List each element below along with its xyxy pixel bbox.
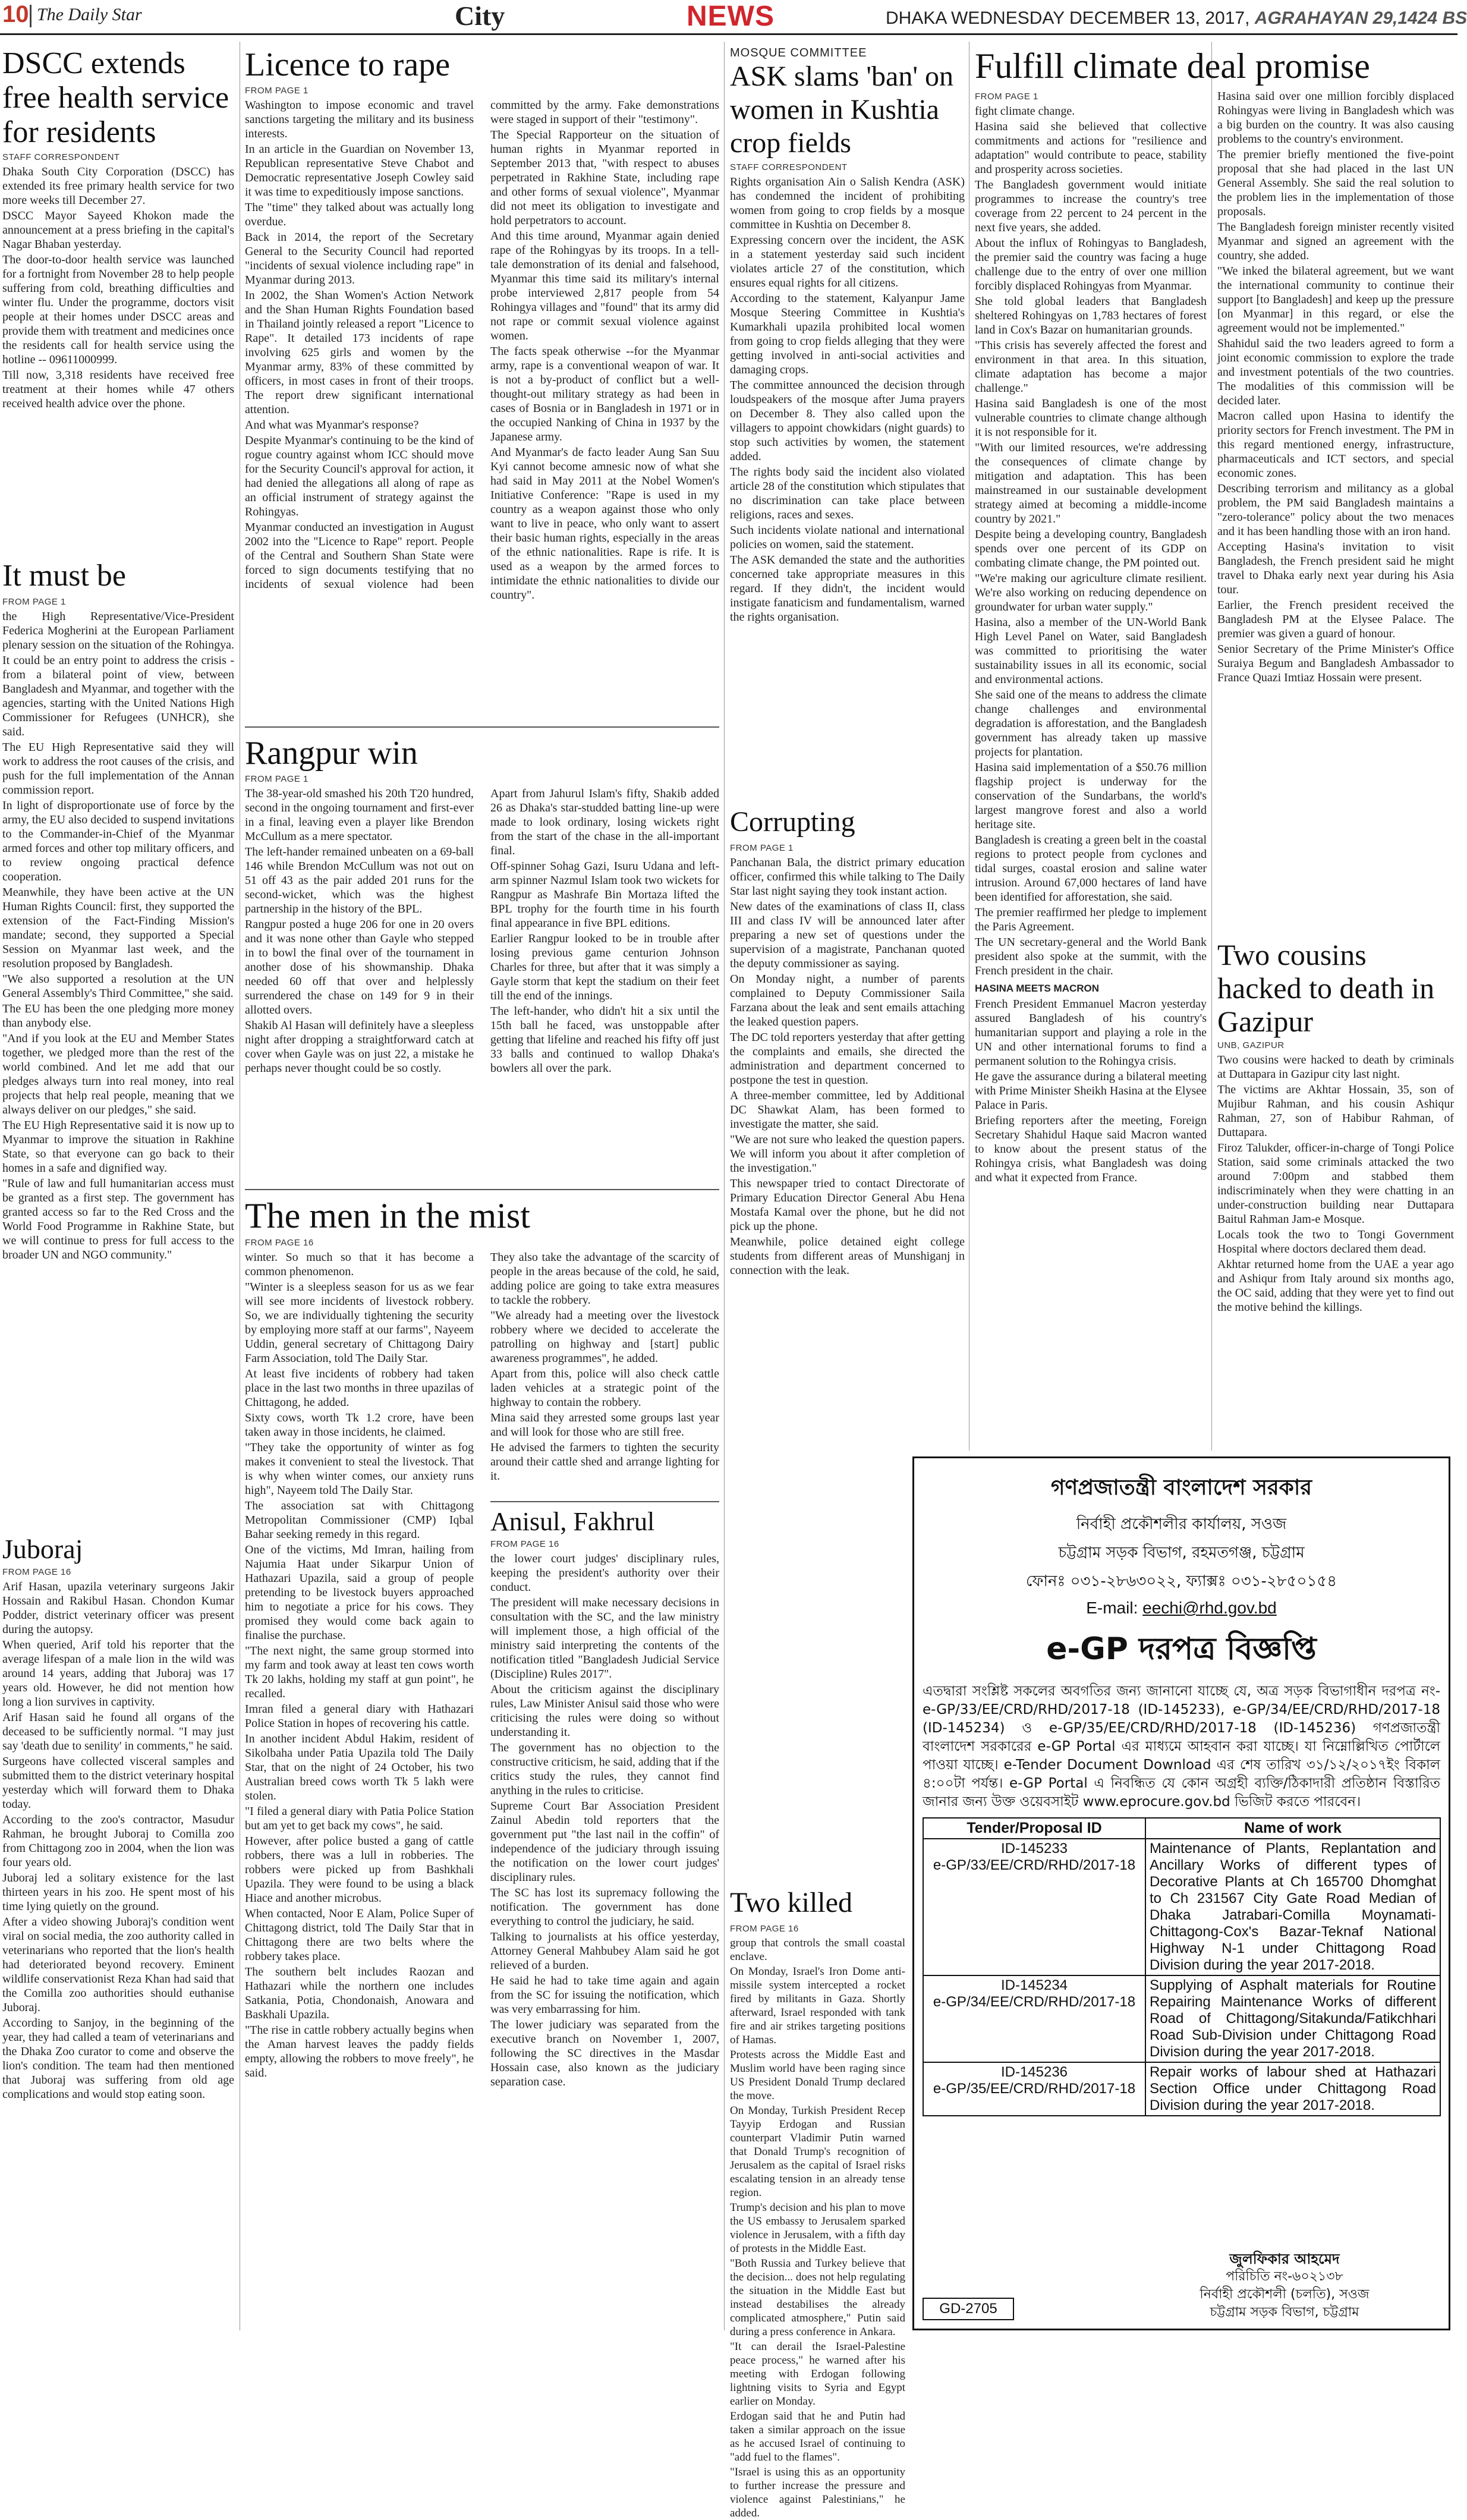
paragraph: He gave the assurance during a bilateral meeting with Prime Minister Sheikh Hasina at the Elysee Palace in Paris. (975, 1070, 1207, 1112)
headline: DSCC extends free health service for residents (2, 46, 229, 149)
paragraph: The EU High Representative said they will work to address the root causes of the crisis, and push for the full implementation of the Annan commission report. (2, 741, 234, 797)
paragraph: "This crisis has severely affected the forest and environment in that area. In this situation, climate adaptation has become a major challenge." (975, 339, 1207, 395)
paragraph: Trump's decision and his plan to move the US embassy to Jerusalem sparked violence in Jerusalem, with a fifth day of protests in the Middle East. (730, 2201, 905, 2255)
tender-ref: e-GP/34/EE/CRD/RHD/2017-18 (933, 1994, 1136, 2010)
paragraph: Apart from Jahurul Islam's fifty, Shakib added 26 as Dhaka's star-studded batting line-up were made to look ordinary, losing wickets right from the start of the chase in the all-important final. (490, 787, 719, 857)
article-men-in-the-mist (245, 1196, 719, 2332)
paragraph: The rights body said the incident also violated article 28 of the constitution which stipulates that no discrimination can take place between religions, races and sexes. (730, 465, 965, 521)
from-page: FROM PAGE 16 (245, 1238, 314, 1248)
paragraph: She told global leaders that Bangladesh sheltered Rohingyas on 1,783 hectares of forest land in Cox's Bazar on humanitarian grounds. (975, 295, 1207, 336)
headline: Fulfill climate deal promise (975, 46, 1370, 86)
paragraph: Shakib Al Hasan will definitely have a sleepless night after dropping a straightforward catch at cover when Gayle was on just 22, a mistake he perhaps never thought could be so costly. (245, 1019, 474, 1075)
paragraph: Earlier Rangpur looked to be in trouble after losing previous game centurion Johnson Charles for three, but after that it was simply a Gayle storm that kept the stadium on their feet till the end of the innings. (490, 932, 719, 1002)
paragraph: Meanwhile, police detained eight college students from different areas of Munshiganj in connection with the leak. (730, 1235, 965, 1277)
paragraph: Despite being a developing country, Bangladesh spends over one percent of its GDP on combating climate change, the PM pointed out. (975, 528, 1207, 570)
signatory-id: পরিচিতি নং-৬০২১৩৮ (1226, 2269, 1343, 2284)
tender-id: ID-145233 (1000, 1841, 1068, 1857)
ad-signature-block (1130, 2250, 1439, 2321)
paragraph: The EU High Representative said it is now up to Myanmar to improve the situation in Rakhine State, so that everyone can go back to their homes in a safe and dignified way. (2, 1119, 234, 1175)
paragraph: According to Sanjoy, in the beginning of the year, they had called a team of veterinarians and the Dhaka Zoo curator to come and observe the lion's condition. The team had then mentioned that Juboraj was suffering from old age complications and would stop eating soon. (2, 2016, 234, 2101)
paragraph: "Winter is a sleepless season for us as we fear will see more incidents of livestock robbery. So, we are individually tightening the security by employing more staff at our farms", Nayeem Uddin, general secretary of Chittagong Dairy Farm Association, told The Daily Star. (245, 1281, 474, 1365)
tender-work: Repair works of labour shed at Hathazari Section Office under Chittagong Road Division during the year 2017-2018. (1145, 2062, 1440, 2116)
climate-col-b (1217, 89, 1454, 921)
headline: Corrupting (730, 806, 855, 838)
signatory-title: নির্বাহী প্রকৌশলী (চলতি), সওজ (1200, 2287, 1370, 2302)
ad-gd-number: GD-2705 (923, 2298, 1014, 2320)
paragraph: "With our limited resources, we're addressing the consequences of climate change by mitigation and adaptation. This has been mainstreamed in our sustainable development strategy aimed at becoming a middle-income country by 2021." (975, 441, 1207, 526)
paragraph: The lower judiciary was separated from the executive branch on November 1, 2007, following the SC directives in the Masdar Hossain case, also known as the judiciary separation case. (490, 2018, 719, 2088)
paragraph: The Bangladesh foreign minister recently visited Myanmar and signed an agreement with the country, she added. (1217, 221, 1454, 262)
paragraph: According to the zoo's contractor, Masudur Rahman, he brought Juboraj to Comilla zoo from Chittagong zoo in 2004, when the lion was four years old. (2, 1813, 234, 1869)
tender-work: Supplying of Asphalt materials for Routine Repairing Maintenance Works of different Road of Chittagong/Sitakunda/Fatikchhari Road Sub-Division under Chittagong Road Division during the year 2017-2018. (1145, 1975, 1440, 2062)
article-body (490, 1552, 719, 2089)
paragraph: Hasina said she believed that collective commitments and actions for "resilience and adaptation" would contribute to peace, stability and prosperity across societies. (975, 120, 1207, 176)
subheading: HASINA MEETS MACRON (975, 983, 1100, 994)
tender-table (923, 1817, 1441, 2116)
paragraph: In an article in the Guardian on November 13, Republican representative Steve Chabot and Democratic representative Joseph Cowley said it was time to expeditiously impose sanctions. (245, 143, 474, 199)
paragraph: On Monday, Israel's Iron Dome anti-missile system intercepted a rocket fired by militants in Gaza. Shortly afterward, Israel responded with tank fire and air strikes targeting positions of Hamas. (730, 1965, 905, 2046)
paragraph: the lower court judges' disciplinary rules, keeping the president's authority over their conduct. (490, 1552, 719, 1594)
column-rule (1211, 42, 1212, 1451)
paragraph: Earlier, the French president received the Bangladesh PM at the Elysee Palace. The premier was given a guard of honour. (1217, 599, 1454, 640)
paragraph: Arif Hasan said he found all organs of the deceased to be sufficiently normal. "I may just say 'death due to senility' in comments," he said. (2, 1711, 234, 1753)
paragraph: group that controls the small coastal enclave. (730, 1937, 905, 1963)
byline: STAFF CORRESPONDENT (2, 152, 120, 162)
from-page: FROM PAGE 16 (490, 1539, 559, 1549)
paragraph: winter. So much so that it has become a common phenomenon. (245, 1251, 474, 1278)
section-name: City (455, 1, 505, 31)
headline: Two cousins hacked to death in Gazipur (1217, 938, 1435, 1038)
paragraph: The president will make necessary decisions in consultation with the SC, and the law ministry will implement those, a high official of the ministry said interpreting the contents of the notification titled "Bangladesh Judicial Service (Discipline) Rules 2017". (490, 1596, 719, 1681)
paragraph: The DC told reporters yesterday that after getting the complaints and emails, she directed the administration and department concerned to postpone the test in question. (730, 1031, 965, 1087)
tender-work: Maintenance of Plants, Replantation and Ancillary Works of different types of Decorative Plants at Ch 165700 Dhomghat to Ch 231567 City Gate Road Median of Dhaka Jatrabari-Comilla Moynamati-Chittagong-Cox's Bazar-Teknaf National Highway N-1 under Chittagong Road Division during the year 2017-2018. (1145, 1839, 1440, 1975)
paragraph: Hasina, also a member of the UN-World Bank High Level Panel on Water, said Bangladesh was committed to prioritising the water sustainability issues in all its economic, social and environmental actions. (975, 616, 1207, 686)
paragraph: Hasina said Bangladesh is one of the most vulnerable countries to climate change although it is not responsible for it. (975, 397, 1207, 439)
paragraph: Bangladesh is creating a green belt in the coastal regions to protect people from cyclones and tidal surges, coastal erosion and saline water intrusion. Around 67,000 hectares of land have been identified for afforestation, she said. (975, 833, 1207, 904)
paragraph: Protests across the Middle East and Muslim world have been raging since US President Donald Trump declared the move. (730, 2049, 905, 2102)
paragraph: Hasina said implementation of a $50.76 million flagship project is underway for the conservation of the Sundarbans, the world's largest mangrove forest and also a world heritage site. (975, 761, 1207, 831)
paragraph: Erdogan said that he and Putin had taken a similar approach on the issue as he accused Israel of continuing to "add fuel to the flames". (730, 2410, 905, 2464)
paragraph: Senior Secretary of the Prime Minister's Office Suraiya Begum and Bangladesh Ambassador to France Quazi Imtiaz Hossain were present. (1217, 643, 1454, 684)
headline: Licence to rape (245, 46, 451, 83)
article-body (245, 786, 719, 1077)
article-dscc (2, 46, 234, 412)
from-page: FROM PAGE 1 (730, 843, 794, 853)
paragraph: Off-spinner Sohag Gazi, Isuru Udana and left-arm spinner Nazmul Islam took two wickets for Rangpur as Mashrafe Bin Mortaza lifted the BPL trophy for the fourth time in his fourth final appearance in five BPL editions. (490, 860, 719, 930)
article-body (730, 1936, 905, 2520)
paragraph: She said one of the means to address the climate change challenges and environmental degradation is afforestation, and the Bangladesh government has already taken up massive projects for plantation. (975, 688, 1207, 759)
paragraph: Such incidents violate national and international policies on women, said the statement. (730, 524, 965, 551)
article-ask-slams (730, 46, 965, 801)
paragraph: Myanmar conducted an investigation in August 2002 into the "Licence to Rape" report. People of the Central and Southern Shan State were forced to sign documents testifying that no incidents of sexual violence had been committed by the army. Fake demonstrations were staged in support of their "testimony". (245, 99, 719, 591)
paragraph: the High Representative/Vice-President Federica Mogherini at the European Parliament plenary session on the situation of the Rohingya. (2, 610, 234, 652)
page-number: 10 (2, 1, 29, 27)
paragraph: Apart from this, police will also check cattle laden vehicles at a strategic point of the highway to contain the robbery. (490, 1367, 719, 1409)
tender-id: ID-145234 (1000, 1977, 1068, 1993)
headline: Juboraj (2, 1534, 83, 1564)
paragraph: A three-member committee, led by Additional DC Shawkat Alam, has been formed to investigate the matter, she said. (730, 1089, 965, 1131)
paragraph: Firoz Talukder, officer-in-charge of Tongi Police Station, said some criminals attacked the two around 7:00pm and stabbed them indiscriminately when they were chatting in an under-construction building near Duttapara Baitul Rahman Jam-e Mosque. (1217, 1141, 1454, 1226)
column-rule (724, 42, 725, 2330)
article-body (1217, 1053, 1454, 1314)
article-body (730, 855, 965, 1278)
paragraph: "Both Russia and Turkey believe that the decision... does not help regulating the situation in the Middle East but instead destabilises the already complicated atmosphere," Putin said during a press conference in Ankara. (730, 2257, 905, 2338)
paragraph: In light of disproportionate use of force by the army, the EU also decided to suspend invitations to the Commander-in-Chief of the Myanmar armed forces and other top military officers, and to review ongoing practical defence cooperation. (2, 799, 234, 883)
table-row (923, 1975, 1440, 2062)
paragraph: The victims are Akhtar Hossain, 35, son of Mujibur Rahman, and his cousin Ashiqur Rahman, 27, son of Habibur Rahman, of Duttapara. (1217, 1083, 1454, 1139)
paragraph: DSCC Mayor Sayeed Khokon made the announcement at a press briefing in the capital's Nagar Bhaban yesterday. (2, 209, 234, 251)
paragraph: The facts speak otherwise --for the Myanmar army, rape is a conventional weapon of war. It is not a by-product of conflict but a well-thought-out military strategy as had been in cases of Bosnia or in Bangladesh in 1971 or in the occupied Nanking of China in 1937 by the Japanese army. (490, 345, 719, 443)
paragraph: The 38-year-old smashed his 20th T20 hundred, second in the ongoing tournament and first-ever in a final, leaving even a player like Brendon McCullum as a mere spectator. (245, 787, 474, 843)
article-rangpur-win (245, 735, 719, 1187)
paragraph: At least five incidents of robbery had taken place in the last two months in three upazilas of Chittagong, he added. (245, 1367, 474, 1409)
paragraph: The committee announced the decision through loudspeakers of the mosque after Juma prayers on December 8. They also called upon the villagers to appoint chowkidars (night guards) to stop such activities by women, the statement added. (730, 379, 965, 463)
ad-phone: ফোনঃ ০৩১-২৮৬৩০২২, ফ্যাক্সঃ ০৩১-২৮৫০১৫৪ (1025, 1572, 1337, 1590)
paragraph: However, after police busted a gang of cattle robbers, there was a lull in robberies. The robbers were picked up from Bashkhali Upazila. They were found to be using a black Hiace and another microbus. (245, 1835, 474, 1905)
paragraph: Supreme Court Bar Association President Zainul Abedin told reporters that the government put "the last nail in the coffin" of independence of the judiciary through issuing the notification on the lower court judges' disciplinary rules. (490, 1799, 719, 1884)
headline: Rangpur win (245, 735, 418, 772)
dateline (886, 8, 1467, 29)
paragraph: They also take the advantage of the scarcity of people in the areas because of the cold, he said, adding police are going to take extra measures to tackle the robbery. (490, 1251, 719, 1307)
paragraph: The premier reaffirmed her pledge to implement the Paris Agreement. (975, 906, 1207, 933)
paragraph: French President Emmanuel Macron yesterday assured Bangladesh of his country's humanitarian support and playing a role in the UN and other international forums to find a permanent solution to the Rohingya crisis. (975, 998, 1207, 1068)
byline: UNB, GAZIPUR (1217, 1040, 1285, 1050)
paragraph: The UN secretary-general and the World Bank president also spoke at the summit, with the French president in the chair. (975, 936, 1207, 977)
paragraph: Akhtar returned home from the UAE a year ago and Ashiqur from Italy around six months ago, the OC said, adding that they were yet to find out the motive behind the killings. (1217, 1258, 1454, 1314)
ad-title: e-GP দরপত্র বিজ্ঞপ্তি (1046, 1631, 1317, 1667)
article-body (1217, 89, 1454, 685)
paragraph: About the influx of Rohingyas to Bangladesh, the premier said the country was facing a huge challenge due to the entry of over one million forcibly displaced Rohingyas from Myanmar. (975, 237, 1207, 292)
article-body (490, 1250, 719, 1483)
headline: The men in the mist (245, 1196, 530, 1235)
article-body (245, 1250, 474, 2090)
paper-logo: The Daily Star (37, 5, 142, 24)
article-two-cousins (1217, 938, 1454, 1449)
table-row (923, 2062, 1440, 2116)
climate-col-a (975, 89, 1207, 1451)
paragraph: Expressing concern over the incident, the ASK in a statement yesterday said such incident violates article 27 of the constitution, which ensures equal rights for all citizens. (730, 234, 965, 290)
paragraph: "The rise in cattle robbery actually begins when the Aman harvest leaves the paddy fields empty, allowing the robbers to move freely", he said. (245, 2024, 474, 2079)
paragraph: One of the victims, Md Imran, hailing from Najumia Haat under Sikarpur Union of Hathazari Upazila, said a group of people pretending to be livestock buyers approached him to negotiate a price for his cows. They promised they would come back again to finalise the purchase. (245, 1543, 474, 1642)
article-juboraj (2, 1534, 234, 2103)
paragraph: When contacted, Noor E Alam, Police Super of Chittagong district, told The Daily Star that in Chittagong there are two belts where the robbery takes place. (245, 1907, 474, 1963)
paragraph: Back in 2014, the report of the Secretary General to the Security Council had reported "incidents of sexual violence including rape" in Myanmar during 2013. (245, 231, 474, 287)
paragraph: "And if you look at the EU and Member States together, we pledged more than the rest of the world combined. And let me add that our pledges always turn into real money, into real projects that help real people, meaning that we always deliver on our pledges," she said. (2, 1032, 234, 1116)
paragraph: The premier briefly mentioned the five-point proposal that she had placed in the last UN General Assembly. She said the real solution to the problem lies in the implementation of those proposals. (1217, 148, 1454, 218)
paragraph: Despite Myanmar's continuing to be the kind of rogue country against whom ICC should move for the Security Council's approval for action, it had denied the allegations all along of rape as an official instrument of strategy against the Rohingyas. (245, 434, 474, 518)
paragraph: Mina said they arrested some groups last year and will look for those who are still free. (490, 1411, 719, 1439)
paragraph: The Special Rapporteur on the situation of human rights in Myanmar reported in September 2013 that, "with respect to abuses perpetrated in Rakhine State, including rape and other forms of sexual violence", Myanmar did not meet its obligation to investigate and hold perpetrators to account. (490, 128, 719, 227)
page-header (0, 0, 1467, 35)
dateline-bangla: AGRAHAYAN 29,1424 BS (1254, 8, 1467, 28)
paragraph: Meanwhile, they have been active at the UN Human Rights Council: first, they supported the extension of the Fact-Finding Mission's mandate; second, they supported a Special Session on Myanmar last week, and the resolution proposed by Bangladesh. (2, 886, 234, 970)
paragraph: The door-to-door health service was launched for a fortnight from November 28 to help people suffering from cold, breathing difficulties and winter flu. Under the programme, doctors visit people at their homes under DSCC areas and provide them with treatment and medicines once the residents call for health service using the hotline -- 09611000999. (2, 253, 234, 366)
article-body (245, 98, 719, 602)
article-it-must-be (2, 558, 234, 1263)
paragraph: Macron called upon Hasina to identify the priority sectors for French investment. The PM in this regard mentioned energy, infrastructure, pharmaceuticals and ICT sectors, and special economic zones. (1217, 410, 1454, 480)
dateline-english: DHAKA WEDNESDAY DECEMBER 13, 2017, (886, 8, 1250, 28)
table-header-row (923, 1818, 1440, 1839)
ad-email-link[interactable]: eechi@rhd.gov.bd (1142, 1599, 1277, 1617)
paragraph: "Rule of law and full humanitarian access must be granted as a first step. The government has granted access so far to the Red Cross and the World Food Programme in Rakhine State, but we will continue to press for full access to the broader UN and NGO community." (2, 1177, 234, 1261)
paragraph: "The next night, the same group stormed into my farm and took away at least ten cows worth Tk 20 lakhs, holding my staff at gun point", he recalled. (245, 1644, 474, 1700)
article-two-killed (730, 1885, 905, 2519)
headline: Two killed (730, 1887, 852, 1918)
paragraph: "It can derail the Israel-Palestine peace process," he warned after his meeting with Erdogan following lightning visits to Syria and Egypt earlier on Monday. (730, 2340, 905, 2408)
paragraph: In another incident Abdul Hakim, resident of Sikolbaha under Patia Upazila told The Daily Star, that on the night of 24 October, his two Australian breed cows worth Tk 5 lakh were stolen. (245, 1732, 474, 1802)
paragraph: fight climate change. (975, 105, 1075, 118)
paragraph: In 2002, the Shan Women's Action Network and the Shan Human Rights Foundation based in Thailand jointly released a report "Licence to Rape". It detailed 173 incidents of rape involving 625 girls and women by the Myanmar army, 83% of these committed by officers, in most cases in front of their troops. The report drew significant international attention. (245, 289, 474, 416)
paragraph: "We also supported a resolution at the UN General Assembly's Third Committee," she said. (2, 973, 234, 1000)
paragraph: Rights organisation Ain o Salish Kendra (ASK) has condemned the incident of prohibiting women from going to crop fields by a mosque committee in Kushtia on December 8. (730, 175, 965, 231)
paragraph: Briefing reporters after the meeting, Foreign Secretary Shahidul Haque said Macron wanted to know about the present status of the Rohingya crisis, what Bangladesh was doing and what it expected from France. (975, 1114, 1207, 1184)
article-body (730, 175, 965, 624)
section-divider (245, 726, 719, 728)
paragraph: According to the statement, Kalyanpur Jame Mosque Steering Committee in Kushtia's Kumarkhali upazila prohibited local women from going to crop fields alleging that they were getting involved in anti-social activities and damaging crops. (730, 292, 965, 376)
paragraph: The southern belt includes Raozan and Hathazari while the northern one includes Satkania, Potia, Chondonaish, Anowara and Baskhali Upazila. (245, 1965, 474, 2021)
headline: ASK slams 'ban' on women in Kushtia crop fields (730, 61, 953, 159)
article-body (975, 104, 1207, 1185)
paragraph: Locals took the two to Tongi Government Hospital where doctors declared them dead. (1217, 1228, 1454, 1256)
from-page: FROM PAGE 16 (730, 1924, 799, 1934)
paragraph: "We inked the bilateral agreement, but we want the international community to continue their support [to Bangladesh] and keep up the pressure [on Myanmar] in this regard, or else the agreement would not be implemented." (1217, 265, 1454, 335)
paragraph: Panchanan Bala, the district primary education officer, confirmed this while talking to The Daily Star last night saying they took instant action. (730, 856, 965, 898)
paragraph: Two cousins were hacked to death by criminals at Duttapara in Gazipur city last night. (1217, 1053, 1454, 1081)
from-page: FROM PAGE 1 (975, 92, 1038, 102)
paragraph: On Monday, Turkish President Recep Tayyip Erdogan and Russian counterpart Vladimir Putin warned that Donald Trump's recognition of Jerusalem as the capital of Israel risks escalating tension in an already tense region. (730, 2104, 905, 2199)
paragraph: Hasina said over one million forcibly displaced Rohingyas were living in Bangladesh which was a big burden on the country. It was also causing problems to the country's environment. (1217, 90, 1454, 146)
kicker: MOSQUE COMMITTEE (730, 46, 867, 59)
paragraph: Surgeons have collected visceral samples and submitted them to the district veterinary hospital yesterday which will forward them to Dhaka today. (2, 1755, 234, 1811)
article-body (2, 165, 234, 411)
paragraph: "We already had a meeting over the livestock robbery where we decided to accelerate the patrolling on highway and [start] public awareness programmes", he added. (490, 1309, 719, 1365)
table-row (923, 1839, 1440, 1975)
ad-govt-title: গণপ্রজাতন্ত্রী বাংলাদেশ সরকার (1050, 1475, 1312, 1500)
paragraph: Shahidul said the two leaders agreed to form a joint economic commission to explore the trade and investment potentials of the two countries. The modalities of this commission will be decided later. (1217, 337, 1454, 407)
tender-ref: e-GP/35/EE/CRD/RHD/2017-18 (933, 2081, 1136, 2097)
headline: Anisul, Fakhrul (490, 1507, 655, 1536)
paragraph: On Monday night, a number of parents complained to Deputy Commissioner Saila Farzana about the leak and sent emails attaching the leaked question papers. (730, 973, 965, 1028)
article-anisul-fakhrul (490, 1501, 719, 2089)
article-climate-deal (975, 46, 1455, 86)
from-page: FROM PAGE 1 (245, 774, 308, 784)
paragraph: The left-hander remained unbeaten on a 69-ball 146 while Brendon McCullum was not out on 51 off 43 as the pair added 201 runs for the second-wicket, which was the highest partnership in the history of the BPL. (245, 845, 474, 915)
byline: STAFF CORRESPONDENT (730, 162, 848, 172)
paragraph: "They take the opportunity of winter as fog makes it convenient to steal the livestock. That is why when winter comes, our anxiety runs high", Nayeem told The Daily Star. (245, 1441, 474, 1497)
paragraph: The association sat with Chittagong Metropolitan Commissioner (CMP) Iqbal Bahar seeking remedy in this regard. (245, 1499, 474, 1541)
paragraph: Talking to journalists at his office yesterday, Attorney General Mahbubey Alam said he got relieved of a burden. (490, 1930, 719, 1972)
paragraph: Arif Hasan, upazila veterinary surgeons Jakir Hossain and Rakibul Hasan. Chondon Kumar Podder, district veterinary officer was present during the autopsy. (2, 1580, 234, 1636)
paragraph: Juboraj led a solitary existence for the last thirteen years in his zoo. He spent most of his time lying quietly on the ground. (2, 1871, 234, 1913)
paragraph: The ASK demanded the state and the authorities concerned take appropriate measures in this regard. If they didn't, the incident would instigate fanaticism and fundamentalism, warned the rights organisation. (730, 553, 965, 624)
paragraph: Accepting Hasina's invitation to visit Bangladesh, the French president said he might travel to Dhaka early next year during his Asia tour. (1217, 540, 1454, 596)
news-label: NEWS (687, 1, 775, 32)
egp-tender-advertisement (912, 1456, 1450, 2330)
headline: It must be (2, 559, 126, 593)
ad-email-label: E-mail: (1086, 1599, 1138, 1617)
paragraph: "We are not sure who leaked the question papers. We will inform you about it after completion of the investigation." (730, 1133, 965, 1175)
col-tender-id: Tender/Proposal ID (923, 1818, 1145, 1839)
paragraph: "We're making our agriculture climate resilient. We're also working on reducing dependence on groundwater for urban water supply." (975, 572, 1207, 614)
paragraph: After a video showing Juboraj's condition went viral on social media, the zoo authority called in veterinarians who reported that the lion's health had deteriorated beyond recovery. Eminent wildlife conservationist Reza Khan had said that the Comilla zoo authorities should euthanise Juboraj. (2, 1915, 234, 2014)
paragraph: When queried, Arif told his reporter that the average lifespan of a male lion in the wild was around 14 years, adding that Juboraj was 17 years old. However, he did not mention how long a lion survives in captivity. (2, 1638, 234, 1709)
article-licence-to-rape (245, 46, 719, 772)
article-body (2, 1580, 234, 2101)
paragraph: Washington to impose economic and travel sanctions targeting the military and its business interests. (245, 99, 474, 140)
section-divider (245, 1189, 719, 1190)
paragraph: About the criticism against the disciplinary rules, Law Minister Anisul said those who were criticising the rules were doing so without understanding it. (490, 1683, 719, 1739)
paragraph: "Israel is using this as an opportunity to further increase the pressure and violence against Palestinians," he added. (730, 2466, 905, 2519)
signatory-name: জুলফিকার আহমেদ (1229, 2251, 1340, 2267)
tender-id: ID-145236 (1000, 2064, 1068, 2080)
ad-office: নির্বাহী প্রকৌশলীর কার্যালয়, সওজ (1076, 1515, 1287, 1533)
from-page: FROM PAGE 1 (2, 597, 66, 607)
tender-ref: e-GP/33/EE/CRD/RHD/2017-18 (933, 1857, 1136, 1873)
paragraph: Describing terrorism and militancy as a global problem, the PM said Bangladesh maintains a "zero-tolerance" policy about the two menaces and it has been handling those with an iron hand. (1217, 482, 1454, 538)
signatory-division: চট্টগ্রাম সড়ক বিভাগ, চট্টগ্রাম (1210, 2305, 1359, 2320)
article-body (2, 609, 234, 1262)
paragraph: Imran filed a general diary with Hathazari Police Station in hopes of recovering his cattle. (245, 1703, 474, 1730)
paragraph: Sixty cows, worth Tk 1.2 crore, have been taken away in those incidents, he claimed. (245, 1411, 474, 1439)
paragraph: This newspaper tried to contact Directorate of Primary Education Director General Abu Hena Mostafa Kamal over the phone, but he did not pick up the phone. (730, 1177, 965, 1233)
paragraph: He advised the farmers to tighten the security around their cattle shed and arrange lighting for it. (490, 1441, 719, 1483)
paragraph: The EU has been the one pledging more money than anybody else. (2, 1002, 234, 1030)
paragraph: And Myanmar's de facto leader Aung San Suu Kyi cannot become amnesic now of what she had said in May 2011 at the Nobel Women's Initiative Conference: "Rape is used in my country as a weapon against those who only want to live in peace, who only want to assert their basic human rights, especially in the areas of the ethnic nationalities. Rape is rife. It is used as a weapon by the armed forces to intimidate the ethnic nationalities to divide our country". (490, 446, 719, 602)
ad-division: চট্টগ্রাম সড়ক বিভাগ, রহমতগঞ্জ, চট্টগ্রাম (1058, 1544, 1305, 1562)
paragraph: "I filed a general diary with Patia Police Station but am yet to get back my cows", he said. (245, 1805, 474, 1832)
paragraph: The Bangladesh government would initiate programmes to increase the country's tree coverage from 22 percent to 24 percent in the next five years, she added. (975, 178, 1207, 234)
paragraph: And this time around, Myanmar again denied rape of the Rohingyas by its troops. In a tell-tale demonstration of its denial and falsehood, Myanmar this time said its military's internal probe interviewed 2,817 people from 54 Rohingya villages and "found" that its army did not rape or commit sexual violence against women. (490, 229, 719, 342)
from-page: FROM PAGE 1 (245, 86, 308, 96)
paragraph: New dates of the examinations of class II, class III and class IV will be announced later after preparing a new set of questions under the supervision of a magistrate, Panchanan quoted the deputy commissioner as saying. (730, 900, 965, 970)
header-separator (30, 5, 32, 27)
col-name-of-work: Name of work (1145, 1818, 1440, 1839)
paragraph: The left-hander, who didn't hit a six until the 15th ball he faced, was unstoppable after getting that lifeline and reached his fifty off just 33 balls and continued to wallop Dhaka's bowlers all over the park. (490, 1005, 719, 1075)
paragraph: Rangpur posted a huge 206 for one in 20 overs and it was none other than Gayle who stepped in to bowl the final over of the tournament in another dose of his showmanship. Dhaka needed 60 off that over and helplessly surrendered the chase on 149 for 9 in their allotted overs. (245, 918, 474, 1017)
ad-intro: এতদ্বারা সংশ্লিষ্ট সকলের অবগতির জন্য জানানো যাচ্ছে যে, অত্র সড়ক বিভাগাধীন দরপত্র নং-e-GP/33/EE/CRD/RHD/2017-18 (ID-145233), e-GP/34/EE/CRD/RHD/2017-18 (ID-145234) ও e-GP/35/EE/CRD/RHD/2017-18 (ID-145236) গণপ্রজাতন্ত্রী বাংলাদেশ সরকারের e-GP Portal এর মাধ্যমে আহবান করা যাচ্ছে। যা নিম্নোল্লিখিত পোর্টালে পাওয়া যাচ্ছে। e-Tender Document Download এর শেষ তারিখ ৩১/১২/২০১৭ইং বিকাল ৪:০০টা পর্যন্ত। e-GP Portal এ নিবন্ধিত যে কোন অগ্রহী ব্যক্তি/ঠিকাদারী প্রতিষ্ঠান বিস্তারিত জানার জন্য উক্ত ওয়েবসাইট www.eprocure.gov.bd ভিজিট করতে পারবেন। (923, 1684, 1440, 1810)
paragraph: It could be an entry point to address the crisis - from a bilateral point of view, between Bangladesh and Myanmar, and together with the agencies, starting with the United Nations High Commissioner for Refugees (UNHCR), she said. (2, 654, 234, 738)
ad-email-line (914, 1599, 1449, 1618)
paragraph: The government has no objection to the constructive criticism, he said, adding that if the critics study the rules, they cannot find anything in the rules to criticise. (490, 1741, 719, 1797)
from-page: FROM PAGE 16 (2, 1567, 71, 1577)
paragraph: Till now, 3,318 residents have received free treatment at their homes while 47 others received health advice over the phone. (2, 369, 234, 410)
paragraph: The "time" they talked about was actually long overdue. (245, 201, 474, 228)
paragraph: The SC has lost its supremacy following the notification. The government has done everything to control the judiciary, he said. (490, 1886, 719, 1928)
paragraph: He said he had to take time again and again from the SC for issuing the notification, which was very embarrassing for him. (490, 1974, 719, 2016)
paragraph: And what was Myanmar's response? (245, 419, 419, 432)
paragraph: Dhaka South City Corporation (DSCC) has extended its free primary health service for two more weeks till December 27. (2, 165, 234, 207)
